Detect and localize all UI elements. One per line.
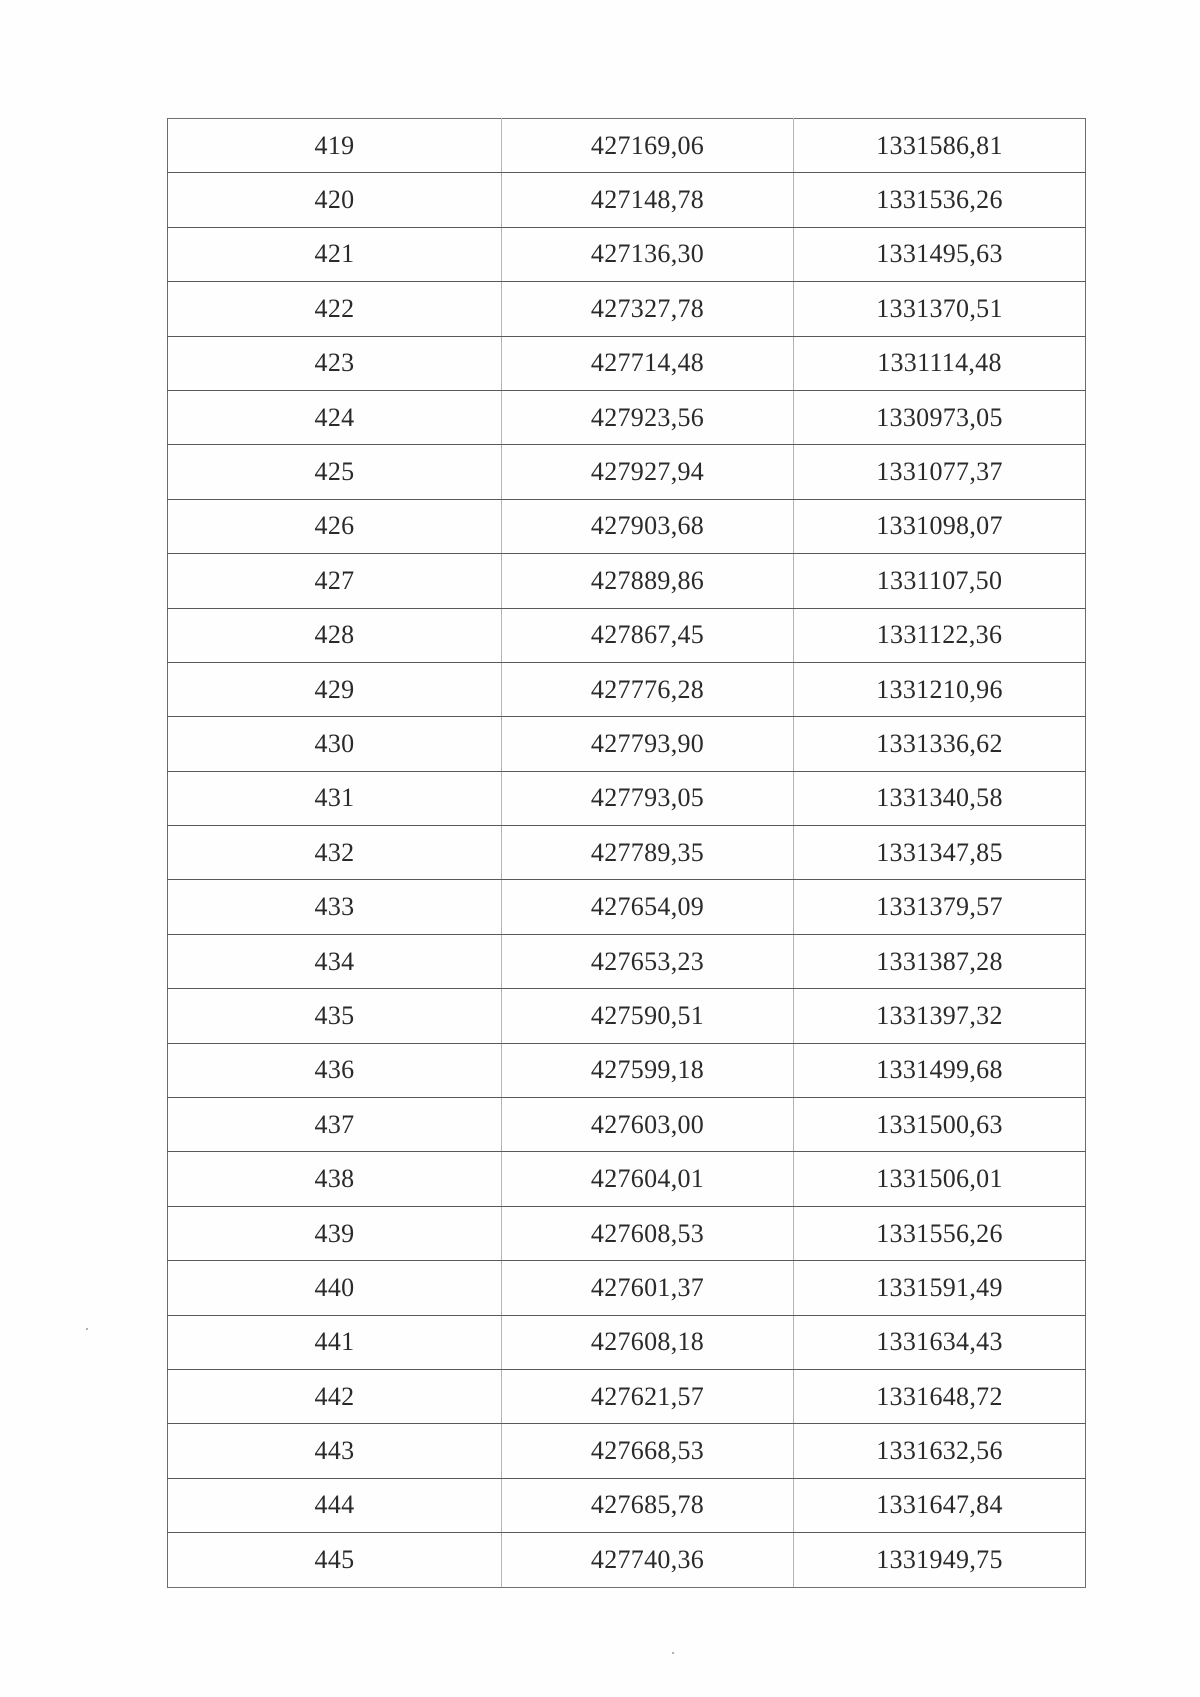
table-row <box>168 1152 1086 1206</box>
y-coordinate-cell: 1331210,96 <box>794 662 1086 716</box>
y-coordinate-cell: 1331397,32 <box>794 989 1086 1043</box>
x-coordinate-cell: 427601,37 <box>502 1261 794 1315</box>
x-coordinate-cell: 427608,53 <box>502 1206 794 1260</box>
point-number-cell: 430 <box>168 717 502 771</box>
point-number-cell: 421 <box>168 227 502 281</box>
point-number-cell: 436 <box>168 1043 502 1097</box>
x-coordinate-cell: 427793,05 <box>502 771 794 825</box>
point-number-cell: 422 <box>168 282 502 336</box>
table-row <box>168 282 1086 336</box>
x-coordinate-cell: 427169,06 <box>502 119 794 173</box>
x-coordinate-cell: 427685,78 <box>502 1478 794 1532</box>
point-number-cell: 440 <box>168 1261 502 1315</box>
point-number-cell: 444 <box>168 1478 502 1532</box>
x-coordinate-cell: 427867,45 <box>502 608 794 662</box>
x-coordinate-cell: 427608,18 <box>502 1315 794 1369</box>
point-number-cell: 423 <box>168 336 502 390</box>
x-coordinate-cell: 427927,94 <box>502 445 794 499</box>
table-row <box>168 608 1086 662</box>
x-coordinate-cell: 427740,36 <box>502 1533 794 1587</box>
y-coordinate-cell: 1331379,57 <box>794 880 1086 934</box>
x-coordinate-cell: 427621,57 <box>502 1369 794 1423</box>
x-coordinate-cell: 427148,78 <box>502 173 794 227</box>
point-number-cell: 432 <box>168 826 502 880</box>
y-coordinate-cell: 1331506,01 <box>794 1152 1086 1206</box>
table-row <box>168 717 1086 771</box>
point-number-cell: 433 <box>168 880 502 934</box>
table-row <box>168 662 1086 716</box>
x-coordinate-cell: 427889,86 <box>502 554 794 608</box>
y-coordinate-cell: 1331495,63 <box>794 227 1086 281</box>
x-coordinate-cell: 427903,68 <box>502 499 794 553</box>
x-coordinate-cell: 427923,56 <box>502 390 794 444</box>
table-row <box>168 826 1086 880</box>
y-coordinate-cell: 1331347,85 <box>794 826 1086 880</box>
x-coordinate-cell: 427793,90 <box>502 717 794 771</box>
y-coordinate-cell: 1331340,58 <box>794 771 1086 825</box>
point-number-cell: 425 <box>168 445 502 499</box>
table-row <box>168 554 1086 608</box>
table-row <box>168 499 1086 553</box>
coordinates-table <box>167 118 1086 1588</box>
y-coordinate-cell: 1331949,75 <box>794 1533 1086 1587</box>
table-row <box>168 989 1086 1043</box>
point-number-cell: 437 <box>168 1098 502 1152</box>
x-coordinate-cell: 427653,23 <box>502 934 794 988</box>
table-row <box>168 880 1086 934</box>
x-coordinate-cell: 427714,48 <box>502 336 794 390</box>
coordinates-table-body <box>168 119 1086 1588</box>
point-number-cell: 427 <box>168 554 502 608</box>
y-coordinate-cell: 1331098,07 <box>794 499 1086 553</box>
point-number-cell: 420 <box>168 173 502 227</box>
y-coordinate-cell: 1331556,26 <box>794 1206 1086 1260</box>
y-coordinate-cell: 1331634,43 <box>794 1315 1086 1369</box>
point-number-cell: 428 <box>168 608 502 662</box>
point-number-cell: 431 <box>168 771 502 825</box>
y-coordinate-cell: 1331122,36 <box>794 608 1086 662</box>
x-coordinate-cell: 427776,28 <box>502 662 794 716</box>
scan-speck <box>672 1652 674 1654</box>
point-number-cell: 443 <box>168 1424 502 1478</box>
y-coordinate-cell: 1330973,05 <box>794 390 1086 444</box>
table-row <box>168 1369 1086 1423</box>
x-coordinate-cell: 427327,78 <box>502 282 794 336</box>
y-coordinate-cell: 1331107,50 <box>794 554 1086 608</box>
table-row <box>168 336 1086 390</box>
x-coordinate-cell: 427654,09 <box>502 880 794 934</box>
table-row <box>168 1533 1086 1587</box>
x-coordinate-cell: 427668,53 <box>502 1424 794 1478</box>
table-row <box>168 227 1086 281</box>
y-coordinate-cell: 1331648,72 <box>794 1369 1086 1423</box>
y-coordinate-cell: 1331500,63 <box>794 1098 1086 1152</box>
point-number-cell: 424 <box>168 390 502 444</box>
y-coordinate-cell: 1331632,56 <box>794 1424 1086 1478</box>
y-coordinate-cell: 1331536,26 <box>794 173 1086 227</box>
x-coordinate-cell: 427604,01 <box>502 1152 794 1206</box>
y-coordinate-cell: 1331647,84 <box>794 1478 1086 1532</box>
table-row <box>168 119 1086 173</box>
point-number-cell: 439 <box>168 1206 502 1260</box>
table-row <box>168 1206 1086 1260</box>
table-row <box>168 445 1086 499</box>
y-coordinate-cell: 1331077,37 <box>794 445 1086 499</box>
table-row <box>168 1043 1086 1097</box>
table-row <box>168 1478 1086 1532</box>
table-row <box>168 390 1086 444</box>
point-number-cell: 434 <box>168 934 502 988</box>
table-row <box>168 173 1086 227</box>
y-coordinate-cell: 1331370,51 <box>794 282 1086 336</box>
point-number-cell: 438 <box>168 1152 502 1206</box>
point-number-cell: 419 <box>168 119 502 173</box>
y-coordinate-cell: 1331387,28 <box>794 934 1086 988</box>
table-row <box>168 1315 1086 1369</box>
y-coordinate-cell: 1331336,62 <box>794 717 1086 771</box>
table-row <box>168 934 1086 988</box>
y-coordinate-cell: 1331499,68 <box>794 1043 1086 1097</box>
table-row <box>168 1261 1086 1315</box>
scan-speck <box>86 1328 88 1330</box>
x-coordinate-cell: 427603,00 <box>502 1098 794 1152</box>
y-coordinate-cell: 1331114,48 <box>794 336 1086 390</box>
x-coordinate-cell: 427599,18 <box>502 1043 794 1097</box>
point-number-cell: 435 <box>168 989 502 1043</box>
point-number-cell: 441 <box>168 1315 502 1369</box>
point-number-cell: 426 <box>168 499 502 553</box>
point-number-cell: 429 <box>168 662 502 716</box>
table-row <box>168 1098 1086 1152</box>
y-coordinate-cell: 1331586,81 <box>794 119 1086 173</box>
point-number-cell: 445 <box>168 1533 502 1587</box>
table-row <box>168 1424 1086 1478</box>
y-coordinate-cell: 1331591,49 <box>794 1261 1086 1315</box>
x-coordinate-cell: 427789,35 <box>502 826 794 880</box>
point-number-cell: 442 <box>168 1369 502 1423</box>
x-coordinate-cell: 427136,30 <box>502 227 794 281</box>
x-coordinate-cell: 427590,51 <box>502 989 794 1043</box>
table-row <box>168 771 1086 825</box>
